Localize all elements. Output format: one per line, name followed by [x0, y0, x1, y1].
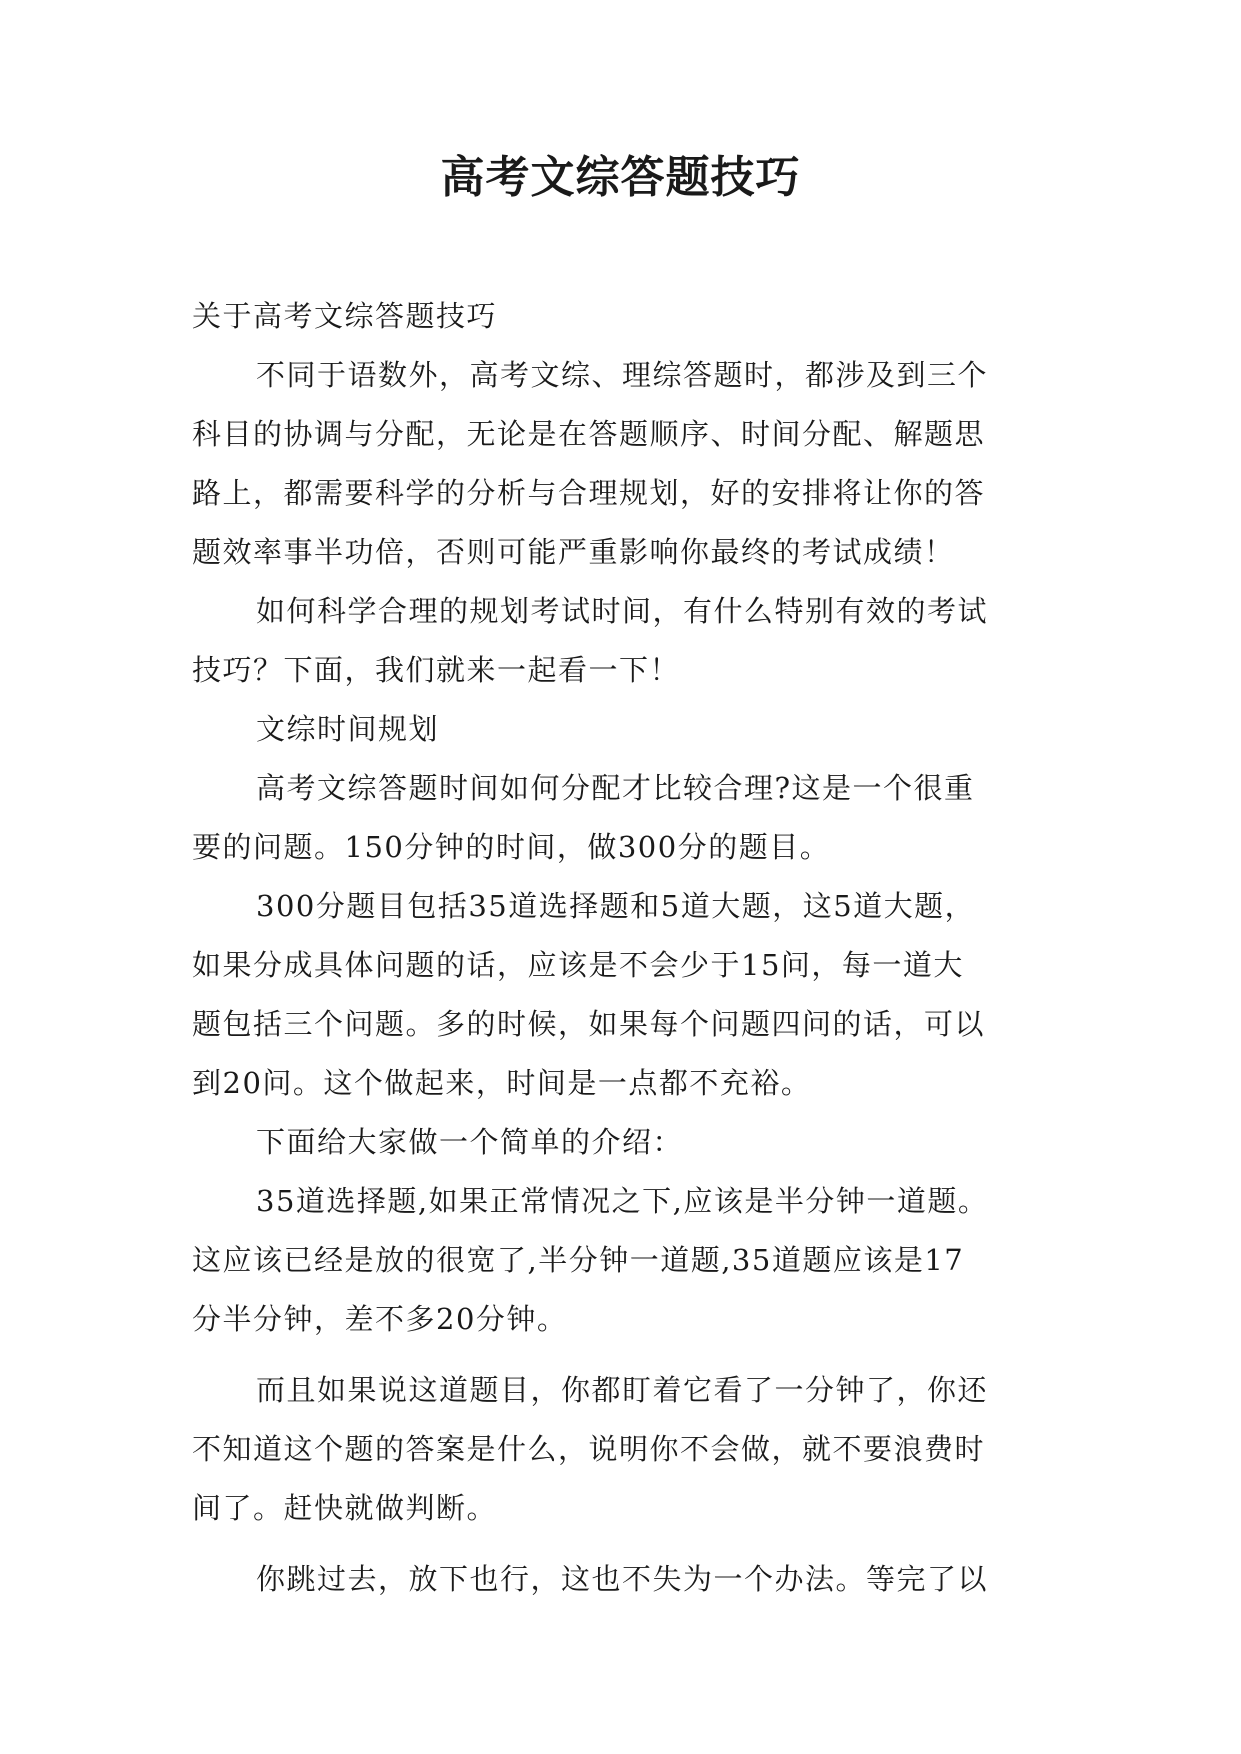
paragraph-line: 你跳过去，放下也行，这也不失为一个办法。等完了以: [256, 1562, 989, 1596]
section-heading: 文综时间规划: [256, 712, 440, 746]
paragraph-line: 题包括三个问题。多的时候，如果每个问题四问的话，可以: [192, 1007, 986, 1041]
paragraph-line: 如何科学合理的规划考试时间，有什么特别有效的考试: [256, 594, 989, 628]
subtitle-line: 关于高考文综答题技巧: [192, 299, 498, 333]
paragraph-line: 不知道这个题的答案是什么，说明你不会做，就不要浪费时: [192, 1432, 986, 1466]
paragraph-line: 分半分钟，差不多20分钟。: [192, 1302, 568, 1336]
document-body: [192, 287, 1060, 1609]
paragraph-line: 技巧？下面，我们就来一起看一下！: [192, 653, 681, 687]
paragraph-line: 这应该已经是放的很宽了,半分钟一道题,35道题应该是17: [192, 1243, 965, 1277]
paragraph-line: 300分题目包括35道选择题和5道大题，这5道大题，: [256, 889, 976, 923]
paragraph-line: 不同于语数外，高考文综、理综答题时，都涉及到三个: [256, 358, 989, 392]
paragraph-line: 如果分成具体问题的话，应该是不会少于15问，每一道大: [192, 948, 964, 982]
paragraph-line: 间了。赶快就做判断。: [192, 1491, 498, 1525]
paragraph-line: 下面给大家做一个简单的介绍：: [256, 1125, 684, 1159]
paragraph-line: 科目的协调与分配，无论是在答题顺序、时间分配、解题思: [192, 417, 986, 451]
paragraph-gap: [192, 1349, 1060, 1361]
paragraph-line: 35道选择题,如果正常情况之下,应该是半分钟一道题。: [256, 1184, 989, 1218]
paragraph-line: 到20问。这个做起来，时间是一点都不充裕。: [192, 1066, 812, 1100]
document-title: 高考文综答题技巧: [440, 152, 801, 203]
paragraph-line: 题效率事半功倍，否则可能严重影响你最终的考试成绩！: [192, 535, 955, 569]
paragraph-line: 高考文综答题时间如何分配才比较合理?这是一个很重: [256, 771, 975, 805]
paragraph-line: 路上，都需要科学的分析与合理规划，好的安排将让你的答: [192, 476, 986, 510]
paragraph-line: 而且如果说这道题目，你都盯着它看了一分钟了，你还: [256, 1373, 989, 1407]
paragraph-line: 要的问题。150分钟的时间，做300分的题目。: [192, 830, 831, 864]
paragraph-gap: [192, 1538, 1060, 1550]
